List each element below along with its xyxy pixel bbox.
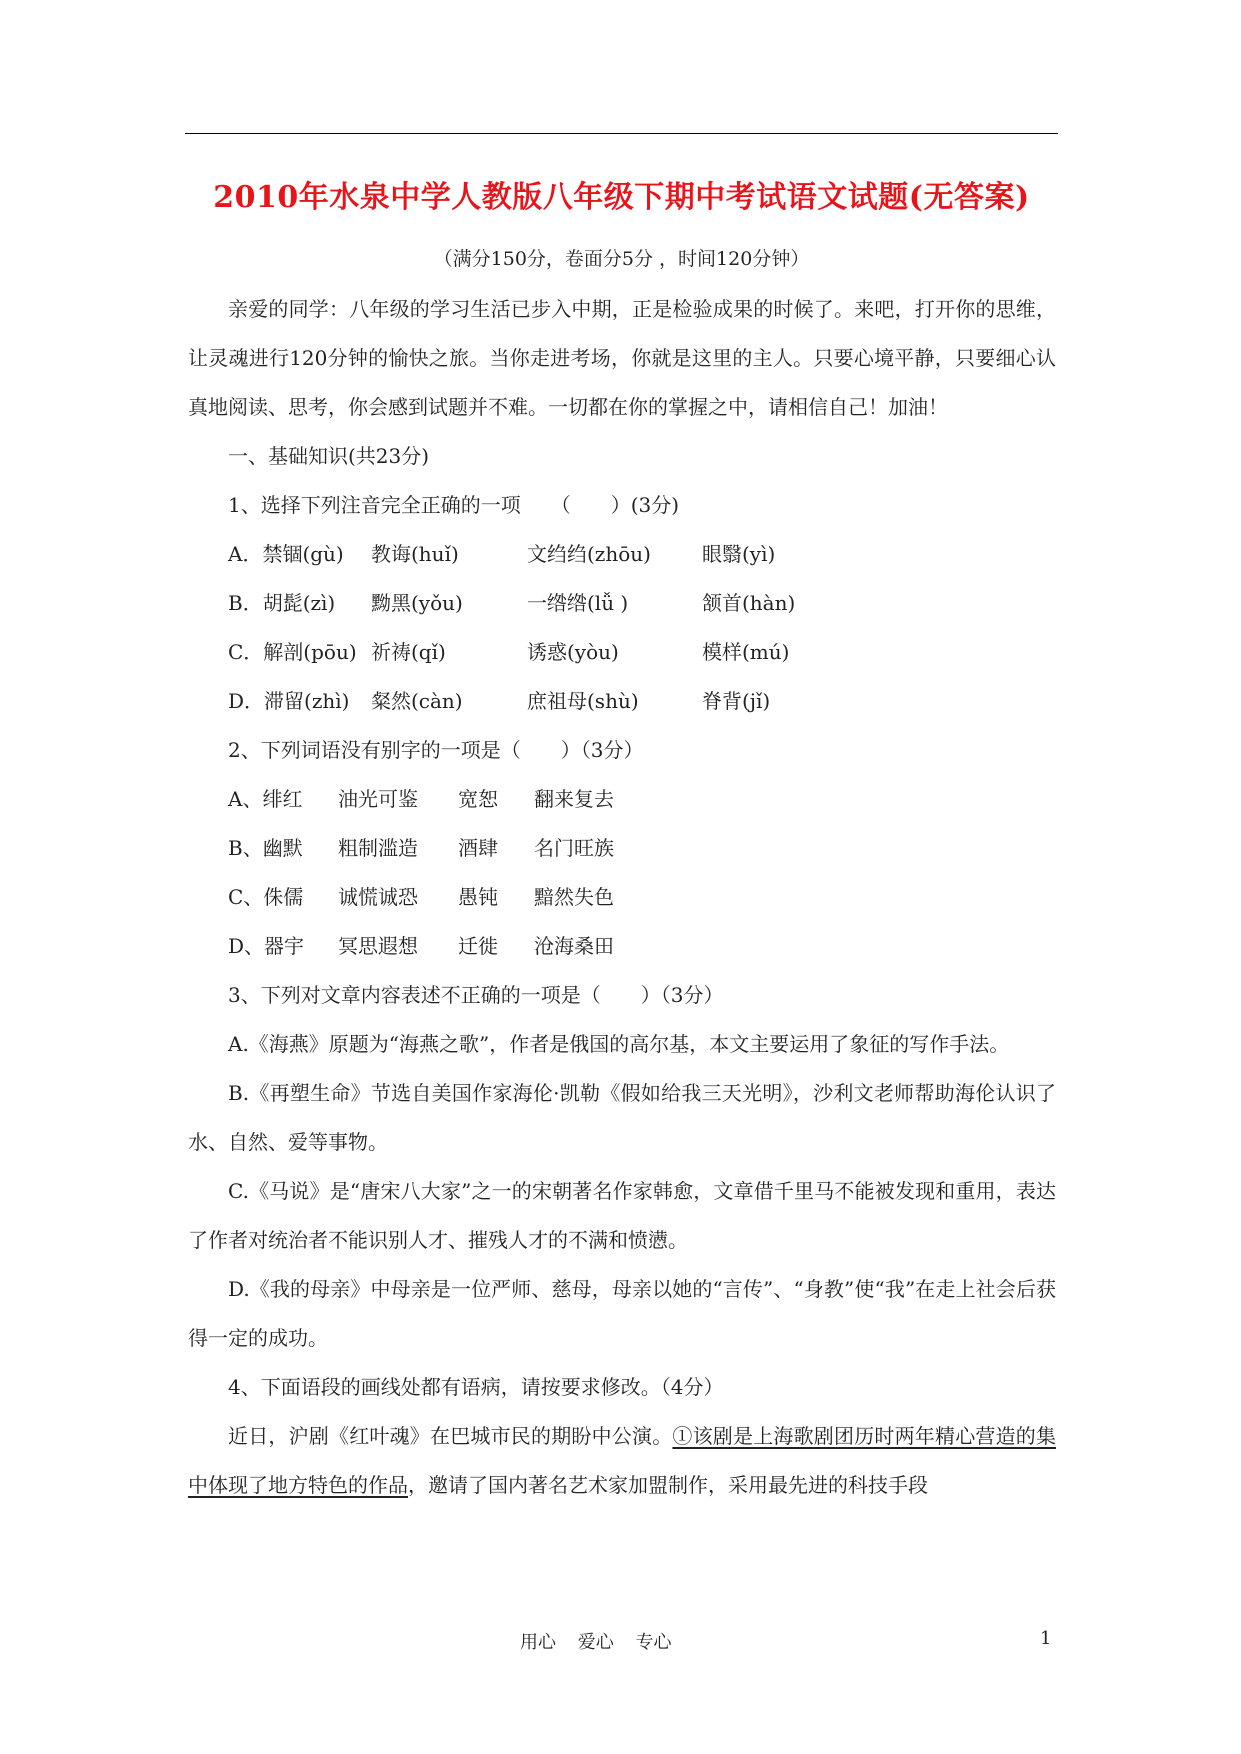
question-1-stem: 1、选择下列注音完全正确的一项 （ ）(3分) (228, 493, 680, 517)
underlined-sentence: ①该剧是上海歌剧团历时两年精心营造的集中体现了地方特色的作品 (188, 1424, 1057, 1497)
question-3-option-a: A.《海燕》原题为“海燕之歌”，作者是俄国的高尔基，本文主要运用了象征的写作手法。 (228, 1032, 1010, 1056)
question-2-stem: 2、下列词语没有别字的一项是（ ）（3分） (228, 738, 644, 762)
footer-motto: 用心 爱心 专心 (520, 1632, 672, 1653)
question-1-option-d: D．滞留(zhì) 粲然(càn) 庶祖母(shù) 脊背(jǐ) (228, 689, 771, 713)
question-3-option-d: D.《我的母亲》中母亲是一位严师、慈母，母亲以她的“言传”、“身教”使“我”在走上社会后获得一定的成功。 (188, 1277, 1056, 1350)
question-3-option-b: B.《再塑生命》节选自美国作家海伦·凯勒《假如给我三天光明》，沙利文老师帮助海伦认识了水、自然、爱等事物。 (188, 1081, 1056, 1154)
question-3-stem: 3、下列对文章内容表述不正确的一项是（ ）（3分） (228, 983, 724, 1007)
question-1-option-b: B．胡髭(zì) 黝黑(yǒu) 一绺绺(lǚ ) 颔首(hàn) (228, 591, 796, 615)
exam-subtitle: （满分150分，卷面分5分 ，时间120分钟） (433, 248, 810, 270)
intro-paragraph: 亲爱的同学：八年级的学习生活已步入中期，正是检验成果的时候了。来吧，打开你的思维，让灵魂进行120分钟的愉快之旅。当你走进考场，你就是这里的主人。只要心境平静，只要细心认真地阅读、思考，你会感到试题并不难。一切都在你的掌握之中，请相信自己！加油！ (188, 297, 1056, 419)
page-number: 1 (1040, 1628, 1052, 1649)
exam-title: 2010年水泉中学人教版八年级下期中考试语文试题(无答案) (213, 180, 1030, 215)
section-heading: 一、基础知识(共23分) (228, 444, 430, 468)
question-4-stem: 4、下面语段的画线处都有语病，请按要求修改。（4分） (228, 1375, 724, 1399)
question-4-passage: 近日，沪剧《红叶魂》在巴城市民的期盼中公演。①该剧是上海歌剧团历时两年精心营造的集中体现了地方特色的作品，邀请了国内著名艺术家加盟制作，采用最先进的科技手段 (188, 1424, 1057, 1497)
question-1-option-c: C．解剖(pōu) 祈祷(qǐ) 诱惑(yòu) 模样(mú) (228, 640, 790, 664)
question-2-option-d: D、器宇 冥思遐想 迁徙 沧海桑田 (228, 934, 614, 958)
exam-body (188, 285, 1056, 1510)
question-3-option-c: C.《马说》是“唐宋八大家”之一的宋朝著名作家韩愈，文章借千里马不能被发现和重用，表达了作者对统治者不能识别人才、摧残人才的不满和愤懑。 (188, 1179, 1056, 1252)
question-1-option-a: A．禁锢(gù) 教诲(huǐ) 文绉绉(zhōu) 眼翳(yì) (228, 542, 776, 566)
question-2-option-b: B、幽默 粗制滥造 酒肆 名门旺族 (228, 836, 614, 860)
question-2-option-c: C、侏儒 诚慌诚恐 愚钝 黯然失色 (228, 885, 614, 909)
question-2-option-a: A、绯红 油光可鉴 宽恕 翻来复去 (228, 787, 614, 811)
header-rule (185, 133, 1058, 134)
